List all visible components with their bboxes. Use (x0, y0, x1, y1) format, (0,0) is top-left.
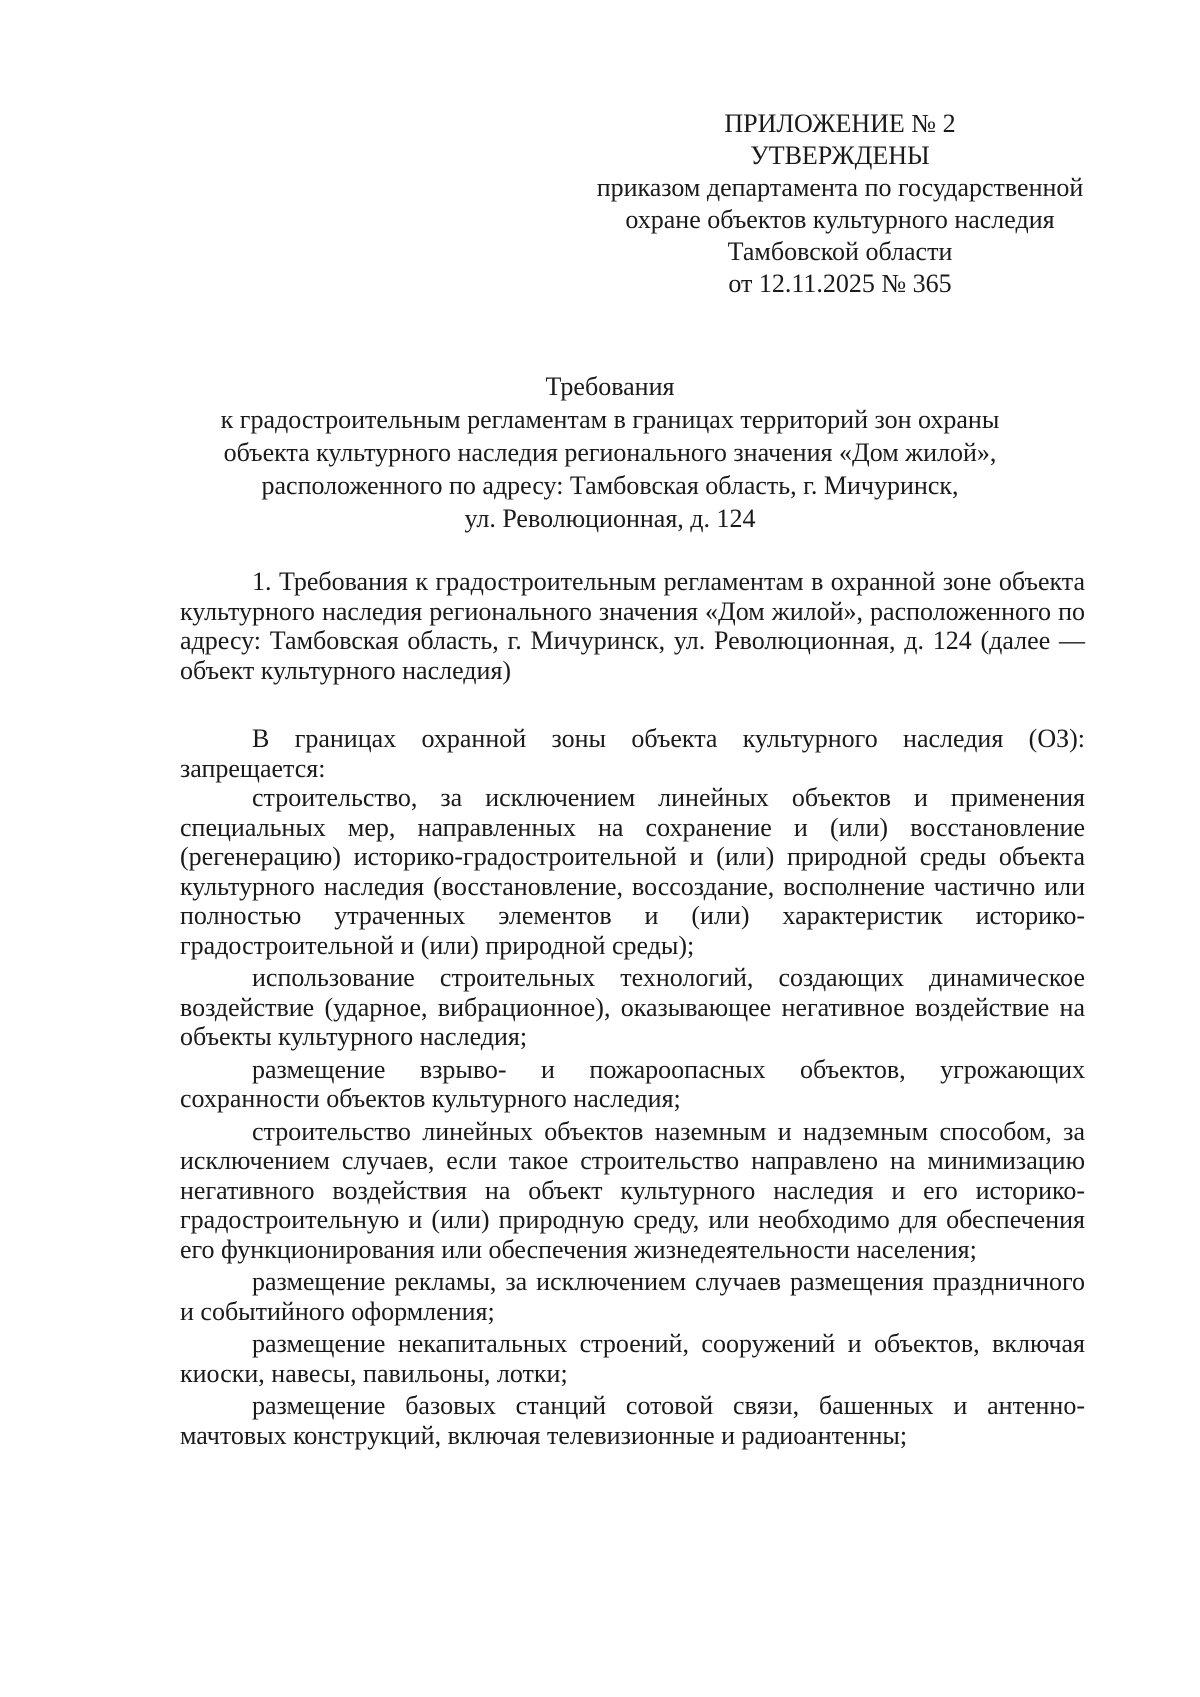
prohibition-item: размещение взрыво- и пожароопасных объектов, угрожающих сохранности объектов культурного наследия; (180, 1054, 1085, 1113)
section-1 (180, 567, 1085, 685)
approved-label: УТВЕРЖДЕНЫ (750, 141, 930, 170)
approval-line-3: Тамбовской области (727, 237, 953, 266)
prohibition-item: размещение базовых станций сотовой связи, башенных и антенно-мачтовых конструкций, включая телевизионные и радиоантенны; (180, 1391, 1085, 1450)
title-line-1: Требования (545, 372, 675, 401)
section-1-text: 1. Требования к градостроительным регламентам в охранной зоне объекта культурного наследия регионального значения «Дом жилой», расположенного по адресу: Тамбовская область, г. Мичуринск, ул. Революционная, д. 124 (далее — объект культурного наследия) (180, 567, 1085, 685)
approval-line-2: охране объектов культурного наследия (625, 205, 1055, 234)
document-title (170, 370, 1050, 535)
approval-date: от 12.11.2025 № 365 (728, 269, 952, 298)
zone-intro: В границах охранной зоны объекта культурного наследия (ОЗ): запрещается: (180, 724, 1085, 783)
prohibition-item: размещение рекламы, за исключением случаев размещения праздничного и событийного оформления; (180, 1267, 1085, 1326)
title-line-5: ул. Революционная, д. 124 (464, 504, 756, 533)
approval-header (560, 108, 1120, 300)
appendix-number: ПРИЛОЖЕНИЕ № 2 (724, 109, 956, 138)
prohibition-item: строительство линейных объектов наземным и надземным способом, за исключением случаев, если такое строительство направлено на минимизацию негативного воздействия на объект культурного наследия и его историко-градостроительную и (или) природную среду, или необходимо для обеспечения его функционирования или обеспечения жизнедеятельности населения; (180, 1116, 1085, 1264)
title-line-2: к градостроительным регламентам в границах территорий зон охраны (220, 405, 1000, 434)
title-line-4: расположенного по адресу: Тамбовская область, г. Мичуринск, (261, 471, 959, 500)
prohibition-item: размещение некапитальных строений, сооружений и объектов, включая киоски, навесы, павильоны, лотки; (180, 1329, 1085, 1388)
zone-requirements (180, 724, 1085, 1453)
prohibition-item: использование строительных технологий, создающих динамическое воздействие (ударное, вибрационное), оказывающее негативное воздействие на объекты культурного наследия; (180, 963, 1085, 1051)
title-line-3: объекта культурного наследия регионального значения «Дом жилой», (223, 438, 997, 467)
approval-line-1: приказом департамента по государственной (596, 173, 1084, 202)
prohibition-item: строительство, за исключением линейных объектов и применения специальных мер, направленных на сохранение и (или) восстановление (регенерацию) историко-градостроительной и (или) природной среды объекта культурного наследия (восстановление, воссоздание, восполнение частично или полностью утраченных элементов и (или) характеристик историко-градостроительной и (или) природной среды); (180, 783, 1085, 960)
